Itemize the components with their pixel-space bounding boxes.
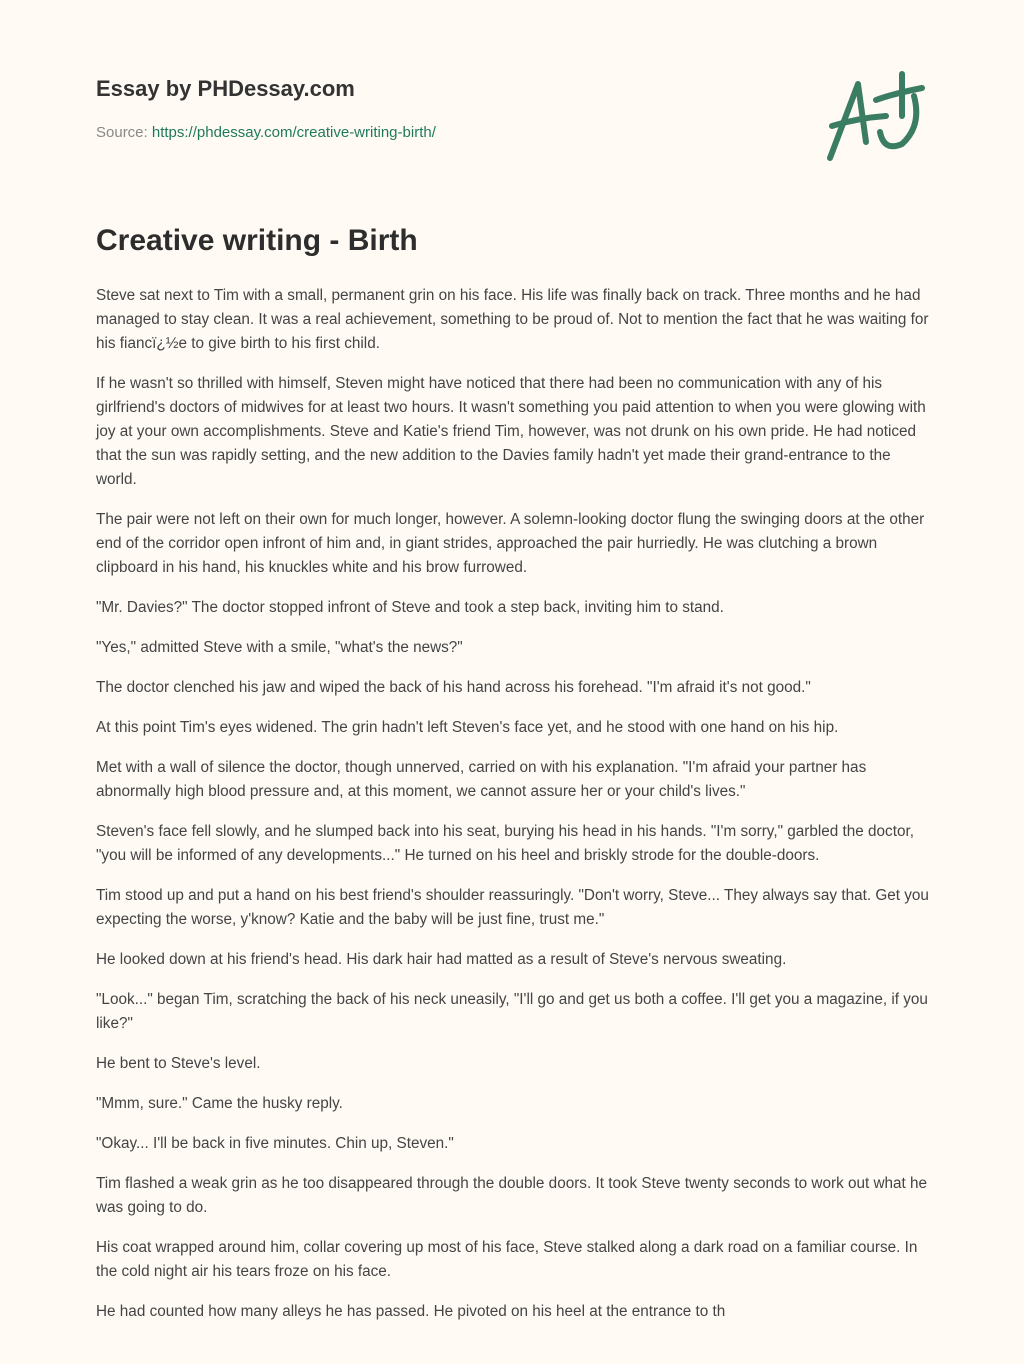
essay-paragraph: Steven's face fell slowly, and he slumped back into his seat, burying his head in his hands. "I'm sorry," garbled the doctor, "you will be informed of any developments..." He turned on his heel and briskly strode for the double-doors. — [96, 823, 914, 864]
essay-paragraph: His coat wrapped around him, collar covering up most of his face, Steve stalked along a dark road on a familiar course. In the cold night air his tears froze on his face. — [96, 1239, 918, 1280]
essay-paragraph: He looked down at his friend's head. His dark hair had matted as a result of Steve's nervous sweating. — [96, 951, 787, 968]
essay-paragraph: "Mmm, sure." Came the husky reply. — [96, 1095, 343, 1112]
essay-paragraph: He had counted how many alleys he has passed. He pivoted on his heel at the entrance to th — [96, 1303, 726, 1320]
source-link[interactable]: https://phdessay.com/creative-writing-birth/ — [151, 124, 436, 141]
essay-paragraph: "Yes," admitted Steve with a smile, "what's the news?" — [96, 639, 463, 656]
essay-paragraph: Steve sat next to Tim with a small, permanent grin on his face. His life was finally back on track. Three months and he had managed to stay clean. It was a real achievement, something to be proud of. Not to mention the fact that he was waiting for his fiancï¿½e to give birth to his first child. — [96, 287, 929, 352]
essay-paragraph: The pair were not left on their own for much longer, however. A solemn-looking doctor flung the swinging doors at the other end of the corridor open infront of him and, in giant strides, approached the pair hurriedly. He was clutching a brown clipboard in his hand, his knuckles white and his brow furrowed. — [96, 511, 925, 576]
essay-paragraph: Tim stood up and put a hand on his best friend's shoulder reassuringly. "Don't worry, Steve... They always say that. Get you expecting the worse, y'know? Katie and the baby will be just fine, trust me." — [96, 887, 929, 928]
essay-paragraph: If he wasn't so thrilled with himself, Steven might have noticed that there had been no communication with any of his girlfriend's doctors of midwives for at least two hours. It wasn't something you paid attention to when you were glowing with joy at your own accomplishments. Steve and Katie's friend Tim, however, was not drunk on his own pride. He had noticed that the sun was rapidly setting, and the new addition to the Davies family hadn't yet made their grand-entrance to the world. — [96, 375, 926, 488]
essay-paragraph: Met with a wall of silence the doctor, though unnerved, carried on with his explanation. "I'm afraid your partner has abnormally high blood pressure and, at this moment, we cannot assure her or your child's lives." — [96, 759, 867, 800]
essay-paragraph: "Mr. Davies?" The doctor stopped infront of Steve and took a step back, inviting him to stand. — [96, 599, 724, 616]
a-plus-logo-icon — [818, 66, 928, 166]
source-line — [96, 124, 436, 141]
essay-paragraph: At this point Tim's eyes widened. The grin hadn't left Steven's face yet, and he stood with one hand on his hip. — [96, 719, 839, 736]
essay-paragraph: "Okay... I'll be back in five minutes. Chin up, Steven." — [96, 1135, 454, 1152]
essay-paragraph: "Look..." began Tim, scratching the back of his neck uneasily, "I'll go and get us both a coffee. I'll get you a magazine, if you like?" — [96, 991, 928, 1032]
essay-paragraph: Tim flashed a weak grin as he too disappeared through the double doors. It took Steve twenty seconds to work out what he was going to do. — [96, 1175, 928, 1216]
source-label: Source: — [96, 124, 152, 141]
essay-body — [96, 284, 932, 1340]
essay-paragraph: The doctor clenched his jaw and wiped the back of his hand across his forehead. "I'm afraid it's not good." — [96, 679, 811, 696]
page-title: Creative writing - Birth — [96, 224, 418, 257]
site-brand: Essay by PHDessay.com — [96, 76, 355, 101]
essay-paragraph: He bent to Steve's level. — [96, 1055, 261, 1072]
